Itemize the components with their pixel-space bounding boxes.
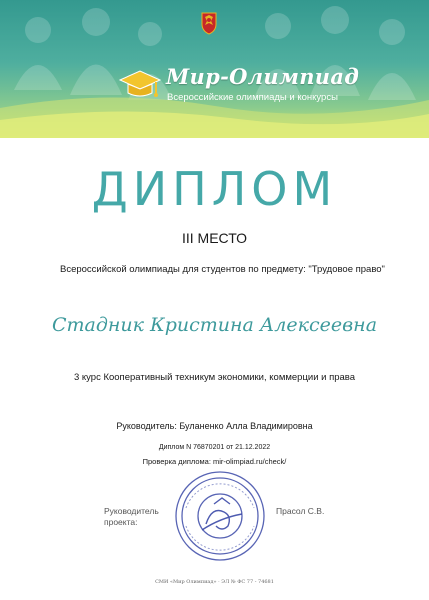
official-seal-icon: [172, 468, 268, 564]
logo-title: Мир-Олимпиад: [166, 64, 360, 89]
logo-subtitle: Всероссийские олимпиады и конкурсы: [167, 92, 338, 103]
supervisor: Руководитель: Буланенко Алла Владимировна: [116, 421, 313, 431]
russian-coat-of-arms-icon: [199, 9, 219, 35]
project-lead-label: Руководитель проекта:: [104, 506, 159, 527]
award-place: III МЕСТО: [181, 230, 248, 246]
project-lead-name: Прасол С.В.: [276, 506, 325, 516]
header-banner: [0, 0, 429, 138]
verification-link: Проверка диплома: mir-olimpiad.ru/check/: [142, 457, 287, 466]
diploma-number: Диплом N 76870201 от 21.12.2022: [158, 444, 271, 451]
footer-registration: СМИ «Мир Олимпиад» · ЭЛ № ФС 77 - 74681: [155, 579, 274, 585]
course-institution: 3 курс Кооперативный техникум экономики, коммерции и права: [73, 372, 356, 383]
diploma-title: ДИПЛОМ: [91, 162, 338, 216]
olympiad-description: Всероссийской олимпиады для студентов по предмету: "Трудовое право": [60, 264, 385, 275]
graduation-cap-icon: [116, 66, 164, 104]
mir-olimpiad-logo: [116, 60, 360, 110]
recipient-name: Стадник Кристина Алексеевна: [51, 314, 378, 336]
